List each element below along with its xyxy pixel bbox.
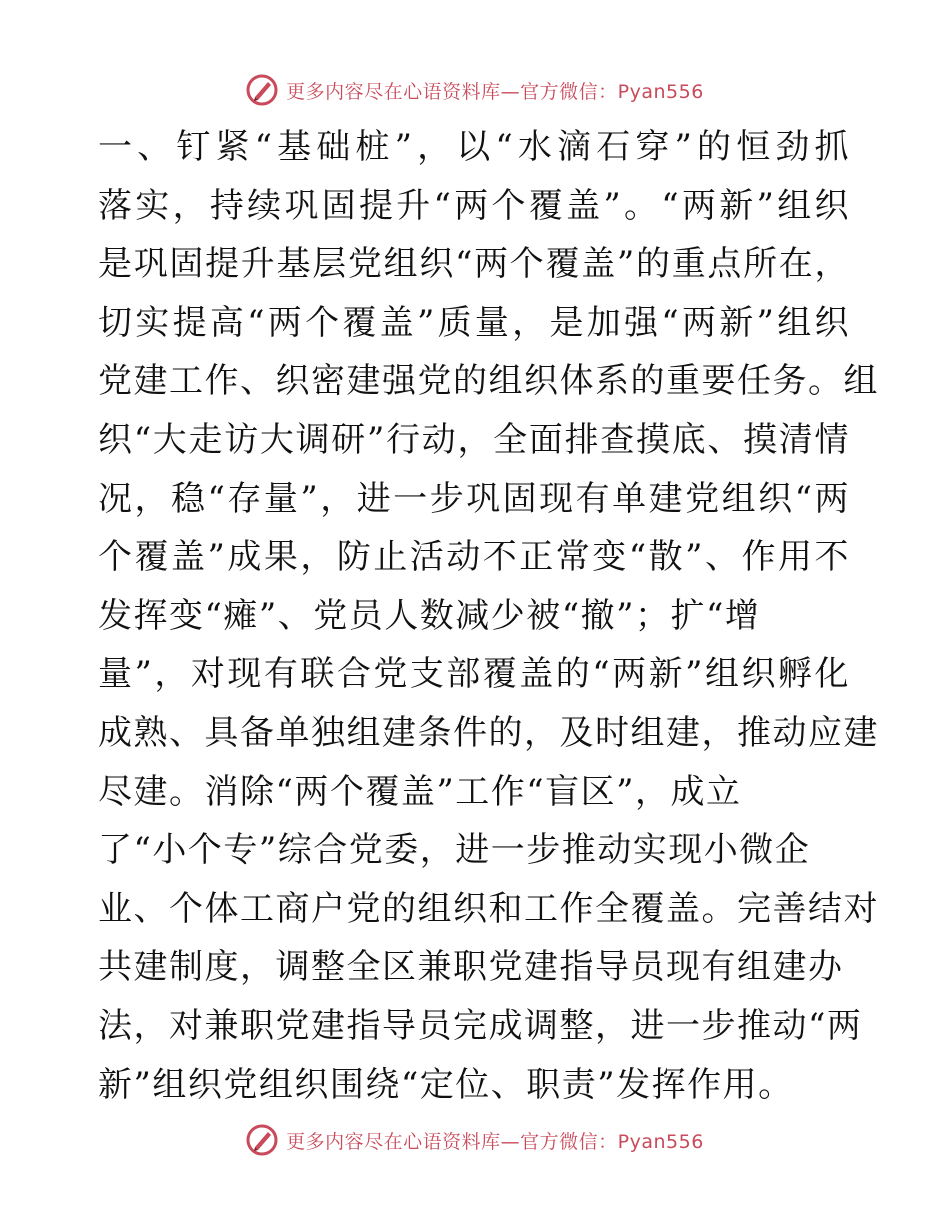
text-line: 是巩固提升基层党组织“两个覆盖”的重点所在， [98,244,850,285]
text-line: 织“大走访大调研”行动，全面排查摸底、摸清情 [98,419,850,460]
text-line: 成熟、具备单独组建条件的，及时组建，推动应建 [98,712,879,753]
text-line: 业、个体工商户党的组织和工作全覆盖。完善结对 [98,888,879,929]
text-line: 一、钉紧“基础桩”，以“水滴石穿”的恒劲抓 [98,127,850,167]
text-line: 共建制度，调整全区兼职党建指导员现有组建办 [98,947,844,988]
text-line: 量”，对现有联合党支部覆盖的“两新”组织孵化 [98,654,850,695]
document-body [98,118,879,1114]
text-line: 况，稳“存量”，进一步巩固现有单建党组织“两 [98,478,850,519]
pen-logo-icon [246,1124,278,1156]
text-line: 尽建。消除“两个覆盖”工作“盲区”，成立 [98,771,742,812]
text-line: 落实，持续巩固提升“两个覆盖”。“两新”组织 [98,185,850,226]
pen-logo-icon [246,74,278,106]
text-line: 了“小个专”综合党委，进一步推动实现小微企 [98,830,811,871]
text-line: 法，对兼职党建指导员完成调整，进一步推动“两 [98,1005,863,1046]
text-line: 新”组织党组织围绕“定位、职责”发挥作用。 [98,1064,794,1105]
text-line: 切实提高“两个覆盖”质量，是加强“两新”组织 [98,302,850,343]
text-line: 个覆盖”成果，防止活动不正常变“散”、作用不 [98,537,850,578]
watermark-header [0,70,950,110]
watermark-text: 更多内容尽在心语资料库—官方微信：Pyan556 [286,80,704,103]
text-line: 党建工作、织密建强党的组织体系的重要任务。组 [98,361,879,402]
watermark-footer [0,1120,950,1160]
text-line: 发挥变“瘫”、党员人数减少被“撤”；扩“增 [98,595,761,636]
watermark-text: 更多内容尽在心语资料库—官方微信：Pyan556 [286,1130,704,1153]
